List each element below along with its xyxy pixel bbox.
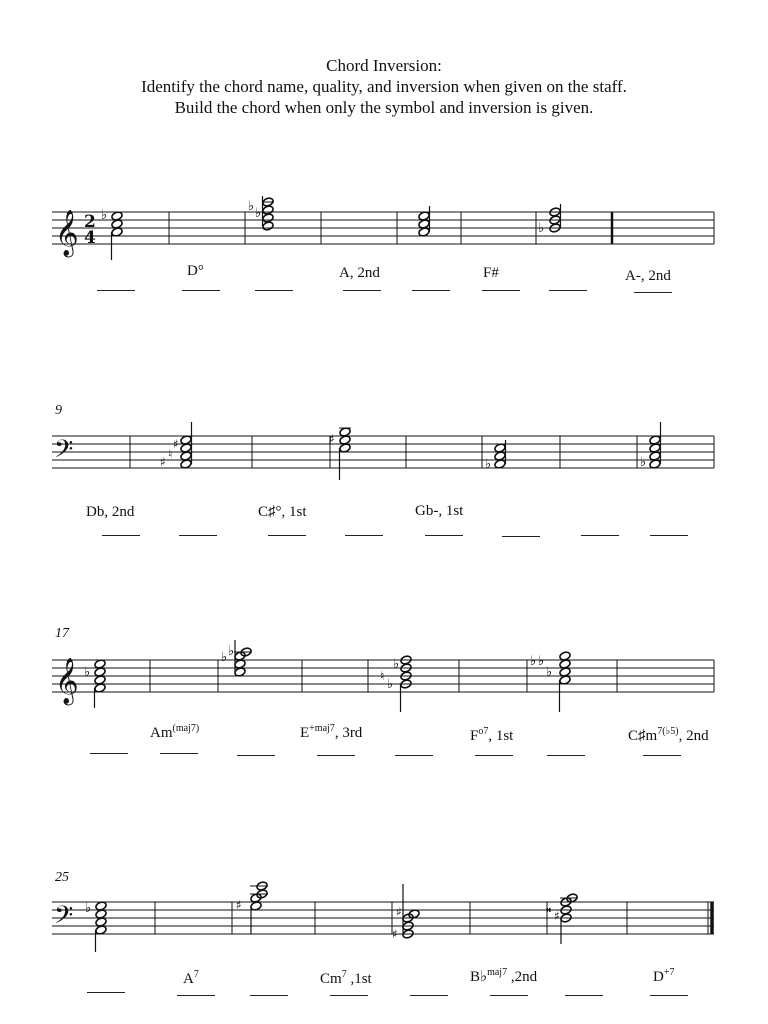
title-line-1: Chord Inversion:: [326, 56, 442, 75]
chord-label: [300, 723, 362, 742]
answer-blank[interactable]: [565, 995, 603, 996]
chord-note-group: [640, 422, 661, 470]
answer-blank[interactable]: [343, 290, 381, 291]
answer-blank[interactable]: [177, 995, 215, 996]
answer-blank[interactable]: [643, 755, 681, 756]
treble-clef-icon: [55, 210, 79, 258]
chord-quality: o7: [478, 726, 489, 737]
chord-inversion: ,2nd: [507, 969, 538, 985]
svg-text:𝄢: 𝄢: [54, 435, 74, 470]
answer-blank[interactable]: [650, 535, 688, 536]
answer-blank[interactable]: [237, 755, 275, 756]
svg-text:♭: ♭: [248, 199, 255, 214]
svg-text:♭: ♭: [530, 654, 537, 669]
chord-note-group: [221, 640, 252, 677]
chord-note-group: [248, 196, 274, 231]
answer-blank[interactable]: [250, 995, 288, 996]
staff-system-4: [52, 902, 714, 934]
chord-quality: +maj7: [309, 723, 335, 734]
chord-label: F#: [483, 265, 499, 281]
time-signature: [84, 212, 96, 248]
measure-number-17: 17: [55, 626, 69, 641]
chord-label: [470, 726, 513, 745]
svg-text:𝄞: 𝄞: [55, 658, 79, 704]
answer-blank[interactable]: [182, 290, 220, 291]
answer-blank[interactable]: [160, 753, 198, 754]
chord-label: [150, 723, 199, 742]
answer-blank[interactable]: [425, 535, 463, 536]
svg-text:♭: ♭: [84, 665, 91, 680]
svg-text:♯: ♯: [173, 437, 179, 451]
chord-quality: 7(♭5): [657, 726, 679, 737]
title-line-2: Identify the chord name, quality, and inversion when given on the staff.: [141, 77, 627, 96]
answer-blank[interactable]: [395, 755, 433, 756]
chord-root: F: [470, 728, 479, 744]
chord-root: E: [300, 725, 310, 741]
svg-text:♭: ♭: [85, 901, 92, 916]
chord-note-group: [329, 427, 351, 480]
chord-label: [183, 969, 199, 988]
chord-label: [628, 726, 709, 745]
chord-label: [470, 967, 537, 986]
svg-text:♭: ♭: [538, 221, 545, 236]
chord-note-group: [160, 422, 192, 469]
chord-inversion: ,1st: [346, 971, 372, 987]
svg-text:♭: ♭: [546, 665, 553, 680]
answer-blank[interactable]: [634, 292, 672, 293]
chord-quality: +7: [663, 967, 675, 978]
chord-quality: (maj7): [172, 723, 200, 734]
chord-root: Cm: [320, 971, 342, 987]
answer-blank[interactable]: [549, 290, 587, 291]
chord-label: C♯°, 1st: [258, 504, 307, 520]
chord-quality: 7: [341, 969, 347, 980]
chord-root: B♭: [470, 969, 488, 985]
chord-label: A, 2nd: [339, 265, 380, 281]
svg-text:♯: ♯: [329, 432, 335, 446]
staff-system-2: [52, 436, 714, 468]
answer-blank[interactable]: [412, 290, 450, 291]
chord-quality: maj7: [487, 967, 508, 978]
chord-label: Gb-, 1st: [415, 503, 464, 519]
svg-text:♯: ♯: [236, 898, 242, 912]
chord-note-group: [418, 206, 430, 237]
svg-text:♭: ♭: [221, 650, 228, 665]
answer-blank[interactable]: [255, 290, 293, 291]
chord-note-group: [380, 655, 412, 712]
chord-note-group: [392, 884, 420, 941]
staff-system-1: [52, 212, 714, 244]
bass-clef-icon: [54, 435, 73, 470]
svg-text:4: 4: [84, 228, 96, 248]
answer-blank[interactable]: [410, 995, 448, 996]
answer-blank[interactable]: [581, 535, 619, 536]
chord-note-group: [101, 208, 123, 260]
measure-number-25: 25: [55, 870, 69, 885]
svg-text:♭: ♭: [485, 457, 492, 472]
answer-blank[interactable]: [345, 535, 383, 536]
svg-text:♯: ♯: [396, 905, 402, 919]
answer-blank[interactable]: [179, 535, 217, 536]
svg-text:𝄢: 𝄢: [54, 901, 74, 936]
answer-blank[interactable]: [475, 755, 513, 756]
measure-number-9: 9: [55, 403, 62, 418]
answer-blank[interactable]: [482, 290, 520, 291]
svg-text:2: 2: [84, 212, 96, 232]
svg-text:♯: ♯: [160, 455, 166, 469]
chord-note-group: [485, 440, 506, 472]
chord-note-group: [84, 659, 106, 708]
svg-text:♭: ♭: [640, 455, 647, 470]
svg-text:♭: ♭: [538, 654, 545, 669]
answer-blank[interactable]: [87, 992, 125, 993]
svg-text:𝄪: 𝄪: [546, 902, 551, 915]
answer-blank[interactable]: [317, 755, 355, 756]
chord-quality: 7: [193, 969, 199, 980]
chord-root: C♯m: [628, 728, 658, 744]
chord-label: Db, 2nd: [86, 504, 135, 520]
svg-text:♮: ♮: [168, 447, 173, 461]
title-line-3: Build the chord when only the symbol and inversion is given.: [174, 98, 594, 117]
svg-text:♮: ♮: [380, 669, 385, 683]
answer-blank[interactable]: [490, 995, 528, 996]
answer-blank[interactable]: [268, 535, 306, 536]
chord-label: D°: [187, 263, 204, 279]
svg-text:♭: ♭: [387, 677, 394, 692]
bass-clef-icon: [54, 901, 73, 936]
svg-text:♭: ♭: [255, 206, 262, 221]
chord-inversion: , 3rd: [334, 725, 363, 741]
svg-text:♭: ♭: [393, 657, 400, 672]
svg-text:♯: ♯: [392, 927, 398, 941]
answer-blank[interactable]: [90, 753, 128, 754]
chord-inversion: , 2nd: [678, 728, 709, 744]
answer-blank[interactable]: [547, 755, 585, 756]
answer-blank[interactable]: [102, 535, 140, 536]
svg-text:♭: ♭: [101, 208, 108, 223]
answer-blank[interactable]: [650, 995, 688, 996]
answer-blank[interactable]: [330, 995, 368, 996]
chord-label: [320, 969, 372, 988]
svg-text:♯: ♯: [554, 909, 560, 923]
chord-root: D: [653, 969, 664, 985]
svg-text:𝄞: 𝄞: [55, 210, 79, 256]
chord-root: Am: [150, 725, 173, 741]
chord-inversion: , 1st: [488, 728, 514, 744]
answer-blank[interactable]: [502, 536, 540, 537]
svg-text:♭: ♭: [228, 644, 235, 659]
treble-clef-icon: [55, 658, 79, 706]
chord-label: [653, 967, 674, 986]
answer-blank[interactable]: [97, 290, 135, 291]
chord-label: A-, 2nd: [625, 268, 671, 284]
chord-root: A: [183, 971, 194, 987]
